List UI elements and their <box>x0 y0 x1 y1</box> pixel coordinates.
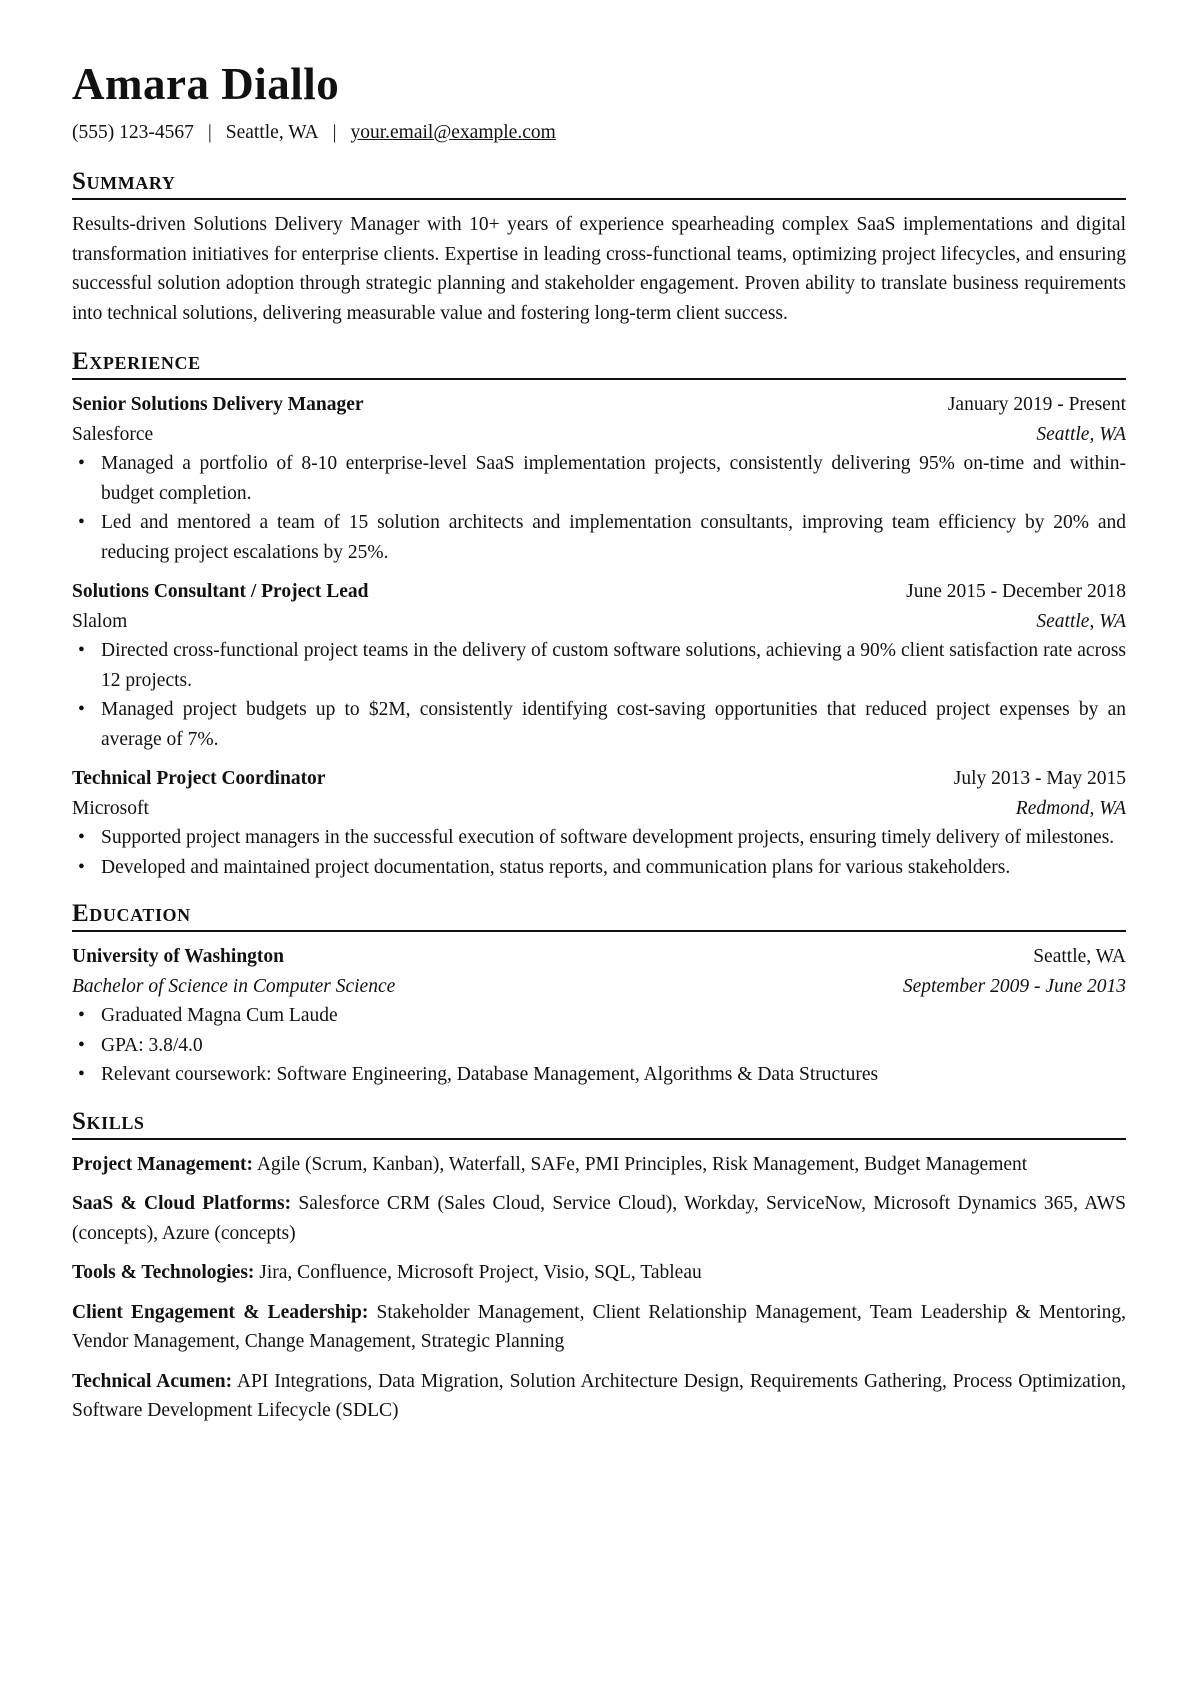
list-item: • Managed project budgets up to $2M, consistently identifying cost-saving opportunities that reduced project expenses by an average of 7%. <box>72 695 1126 754</box>
skill-label: SaaS & Cloud Platforms: <box>72 1193 292 1214</box>
list-item: • Relevant coursework: Software Engineering, Database Management, Algorithms & Data Structures <box>72 1060 1126 1090</box>
skill-text: Stakeholder Management, Client Relationship Management, Team Leadership & Mentoring, Vendor Management, Change Management, Strategic Planning <box>72 1301 1127 1352</box>
job-role: Solutions Consultant / Project Lead <box>72 581 369 602</box>
skill-label: Tools & Technologies: <box>72 1262 255 1283</box>
job-bullets <box>72 449 1126 567</box>
education-subheader <box>72 972 1126 1002</box>
section-title-education: Education <box>72 900 1126 932</box>
section-title-summary: Summary <box>72 168 1126 200</box>
skill-label: Project Management: <box>72 1153 254 1175</box>
job-bullets <box>72 823 1126 882</box>
skill-entry <box>72 1150 1126 1180</box>
job-role: Technical Project Coordinator <box>72 768 326 789</box>
job-header <box>72 390 1126 420</box>
job-dates: July 2013 - May 2015 <box>953 768 1126 789</box>
resume-page <box>72 56 1126 1436</box>
section-title-experience: Experience <box>72 348 1126 380</box>
location: Seattle, WA <box>225 122 319 143</box>
job-role: Senior Solutions Delivery Manager <box>72 394 364 415</box>
skill-text: Salesforce CRM (Sales Cloud, Service Cloud), Workday, ServiceNow, Microsoft Dynamics 365, AWS (concepts), Azure (concepts) <box>72 1193 1127 1244</box>
list-item: • Led and mentored a team of 15 solution architects and implementation consultants, improving team efficiency by 20% and reducing project escalations by 25%. <box>72 508 1126 567</box>
contact-line <box>72 120 1126 146</box>
email-link[interactable]: your.email@example.com <box>350 122 556 143</box>
job-entry <box>72 390 1126 567</box>
job-location: Redmond, WA <box>1015 797 1126 819</box>
education-dates: September 2009 - June 2013 <box>902 975 1126 997</box>
separator: | <box>332 122 337 143</box>
job-location: Seattle, WA <box>1036 423 1126 445</box>
school-location: Seattle, WA <box>1033 946 1126 967</box>
job-subheader <box>72 794 1126 824</box>
school-name: University of Washington <box>72 946 285 967</box>
separator: | <box>207 122 212 143</box>
skill-label: Technical Acumen: <box>72 1370 233 1392</box>
skill-entry <box>72 1258 1126 1288</box>
list-item: • Developed and maintained project documentation, status reports, and communication plans for various stakeholders. <box>72 853 1126 883</box>
job-entry <box>72 764 1126 882</box>
list-item: • GPA: 3.8/4.0 <box>72 1031 1126 1061</box>
education-header <box>72 942 1126 972</box>
job-subheader <box>72 607 1126 637</box>
skill-text: API Integrations, Data Migration, Solution Architecture Design, Requirements Gathering, Process Optimization, Software Development Lifecycle (SDLC) <box>72 1370 1126 1421</box>
list-item: • Supported project managers in the successful execution of software development projects, ensuring timely delivery of milestones. <box>72 823 1126 853</box>
job-header <box>72 764 1126 794</box>
job-entry <box>72 577 1126 754</box>
job-subheader <box>72 420 1126 450</box>
candidate-name: Amara Diallo <box>72 59 340 109</box>
job-location: Seattle, WA <box>1036 610 1126 632</box>
job-dates: June 2015 - December 2018 <box>906 581 1126 602</box>
summary-text: Results-driven Solutions Delivery Manager with 10+ years of experience spearheading complex SaaS implementations and digital transformation initiatives for enterprise clients. Expertise in leading cross-functional teams, optimizing project lifecycles, and ensuring successful solution adoption through strategic planning and stakeholder engagement. Proven ability to translate business requirements into technical solutions, delivering measurable value and fostering long-term client success. <box>72 214 1126 324</box>
section-title-skills: Skills <box>72 1108 1126 1140</box>
job-company: Salesforce <box>72 423 154 445</box>
job-company: Slalom <box>72 610 128 632</box>
education-bullets <box>72 1001 1126 1090</box>
skill-label: Client Engagement & Leadership: <box>72 1301 369 1323</box>
degree: Bachelor of Science in Computer Science <box>72 975 396 997</box>
list-item: • Managed a portfolio of 8-10 enterprise-level SaaS implementation projects, consistently delivering 95% on-time and within-budget completion. <box>72 449 1126 508</box>
list-item: • Graduated Magna Cum Laude <box>72 1001 1126 1031</box>
job-dates: January 2019 - Present <box>947 394 1126 415</box>
job-bullets <box>72 636 1126 754</box>
job-header <box>72 577 1126 607</box>
skill-entry <box>72 1367 1126 1426</box>
phone: (555) 123-4567 <box>72 122 194 143</box>
skill-text: Agile (Scrum, Kanban), Waterfall, SAFe, PMI Principles, Risk Management, Budget Management <box>256 1153 1028 1175</box>
skill-entry <box>72 1298 1126 1357</box>
job-company: Microsoft <box>72 797 149 819</box>
skill-entry <box>72 1189 1126 1248</box>
list-item: • Directed cross-functional project teams in the delivery of custom software solutions, achieving a 90% client satisfaction rate across 12 projects. <box>72 636 1126 695</box>
skill-text: Jira, Confluence, Microsoft Project, Visio, SQL, Tableau <box>259 1262 702 1283</box>
